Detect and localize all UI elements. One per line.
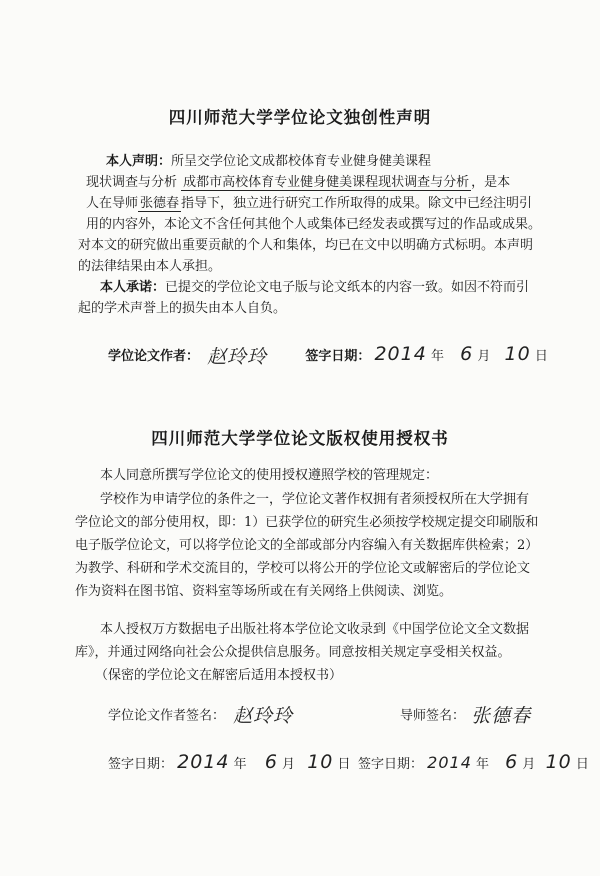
commitment-line-2: 起的学术声誉上的损失由本人自负。 (78, 301, 287, 316)
declaration-line-1 (106, 152, 431, 171)
author-date-row (108, 750, 351, 777)
advisor-sign-label: 导师签名： (400, 708, 466, 724)
year-char: 年 (430, 349, 444, 364)
sign-date-label: 签字日期： (305, 349, 371, 364)
authorization-line-3: 学位论文的部分使用权，即：1）已获学位的研究生必须按学校规定提交印刷版和 (75, 515, 539, 530)
author-label: 学位论文作者： (108, 349, 200, 364)
declaration-label: 本人声明： (106, 154, 172, 169)
advisor-date-row (358, 750, 589, 777)
authorization-line-4: 电子版学位论文，可以将学位论文的全部或部分内容编入有关数据库供检索；2） (75, 538, 539, 553)
declaration-line-4: 用的内容外，本论文不含任何其他个人或集体已经发表或撰写过的作品或成果。 (86, 217, 542, 232)
advisor-name-underlined: 张德春 (140, 196, 180, 211)
day-char: 日 (534, 349, 548, 364)
section2-signature-row (108, 704, 293, 729)
author-day-char: 日 (337, 757, 351, 772)
author-year-char: 年 (233, 757, 247, 772)
declaration-text-2-suffix: ，是本 (471, 175, 511, 190)
advisor-day-char: 日 (575, 757, 589, 772)
author-date-year: 2014 (177, 751, 230, 773)
declaration-line-3 (86, 194, 532, 213)
commitment-line-1 (100, 278, 529, 297)
commitment-label: 本人承诺： (100, 280, 166, 295)
declaration-line-5: 对本文的研究做出重要贡献的个人和集体，均已在文中以明确方式标明。本声明 (78, 238, 534, 253)
declaration-text-2-prefix: 现状调查与分析 (86, 175, 178, 190)
authorization-line-6: 作为资料在图书馆、资料室等场所或在有关网络上供阅读、浏览。 (75, 584, 453, 599)
authorization-line-2: 学校作为申请学位的条件之一，学位论文著作权拥有者须授权所在大学拥有 (100, 492, 530, 507)
section1-signature-row (108, 342, 548, 369)
thesis-title-underlined: 成都市高校体育专业健身健美课程现状调查与分析 (183, 175, 470, 190)
commitment-text-1: 已提交的学位论文电子版与论文纸本的内容一致。如因不符而引 (165, 280, 530, 295)
author-month-char: 月 (282, 757, 296, 772)
declaration-text-3-suffix: 指导下，独立进行研究工作所取得的成果。除文中已经注明引 (181, 196, 533, 211)
authorization-line-5: 为教学、科研和学术交流目的，学校可以将公开的学位论文或解密后的学位论文 (75, 561, 531, 576)
declaration-line-6: 的法律结果由本人承担。 (78, 259, 222, 274)
sign-date-year: 2014 (374, 343, 427, 365)
declaration-line-2 (86, 173, 510, 192)
advisor-signature: 张德春 (471, 705, 532, 727)
advisor-year-char: 年 (476, 757, 490, 772)
advisor-month-char: 月 (522, 757, 536, 772)
sign-date-month: 6 (460, 343, 474, 365)
sign-date-day: 10 (504, 343, 531, 365)
copyright-authorization-title: 四川师范大学学位论文版权使用授权书 (151, 429, 449, 448)
author-signature-2: 赵玲玲 (233, 705, 294, 727)
author-signature: 赵玲玲 (207, 345, 268, 368)
author-sign-label: 学位论文作者签名： (108, 708, 226, 724)
month-char: 月 (477, 349, 491, 364)
declaration-text-3-prefix: 人在导师 (86, 196, 139, 211)
advisor-signature-row (400, 704, 531, 729)
advisor-date-year: 2014 (427, 753, 472, 772)
authorization-line-9: （保密的学位论文在解密后适用本授权书） (95, 668, 343, 683)
authorization-line-1: 本人同意所撰写学位论文的使用授权遵照学校的管理规定： (100, 468, 439, 483)
author-date-day: 10 (307, 751, 334, 773)
declaration-text-1: 所呈交学位论文成都校体育专业健身健美课程 (171, 154, 432, 169)
authorization-line-8: 库》，并通过网络向社会公众提供信息服务。同意按相关规定享受相关权益。 (75, 645, 511, 660)
advisor-date-day: 10 (545, 751, 572, 773)
advisor-date-month: 6 (505, 751, 519, 773)
advisor-date-label: 签字日期： (358, 757, 424, 772)
authorization-line-7: 本人授权万方数据电子出版社将本学位论文收录到《中国学位论文全文数据 (100, 622, 530, 637)
author-date-label: 签字日期： (108, 757, 174, 772)
author-date-month: 6 (264, 751, 278, 773)
originality-statement-title: 四川师范大学学位论文独创性声明 (168, 108, 432, 127)
